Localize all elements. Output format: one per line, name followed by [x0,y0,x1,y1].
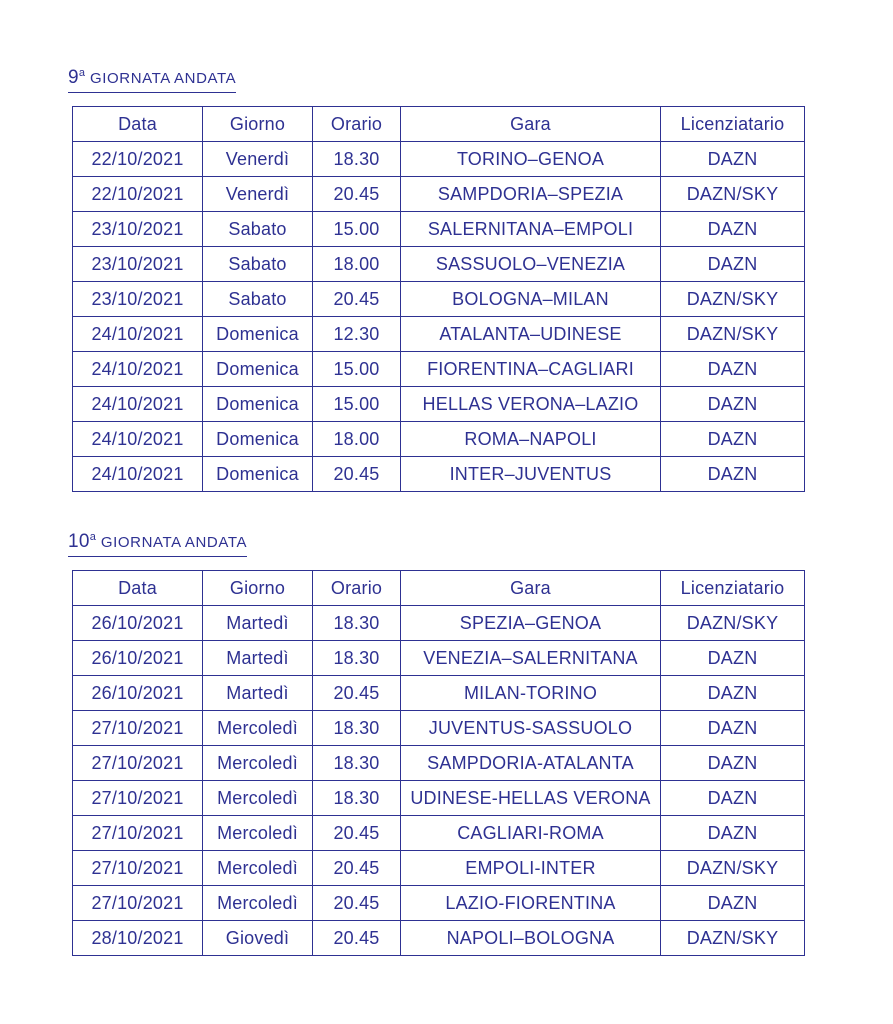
heading-underline [68,64,236,93]
cell-gara: FIORENTINA–CAGLIARI [401,352,661,387]
cell-orario: 18.30 [313,606,401,641]
cell-giorno: Mercoledì [203,781,313,816]
cell-licenziatario: DAZN [661,352,805,387]
cell-licenziatario: DAZN [661,746,805,781]
cell-gara: EMPOLI-INTER [401,851,661,886]
table-row [73,457,805,492]
cell-giorno: Mercoledì [203,816,313,851]
table-row [73,606,805,641]
table-row [73,282,805,317]
column-header-orario: Orario [313,107,401,142]
cell-data: 28/10/2021 [73,921,203,956]
cell-giorno: Martedì [203,676,313,711]
cell-orario: 18.00 [313,422,401,457]
cell-data: 22/10/2021 [73,142,203,177]
cell-data: 24/10/2021 [73,422,203,457]
cell-data: 26/10/2021 [73,676,203,711]
table-row [73,177,805,212]
table-row [73,641,805,676]
cell-giorno: Mercoledì [203,746,313,781]
cell-orario: 15.00 [313,387,401,422]
cell-giorno: Domenica [203,352,313,387]
cell-giorno: Mercoledì [203,711,313,746]
table-row [73,851,805,886]
cell-orario: 20.45 [313,886,401,921]
column-header-data: Data [73,107,203,142]
section-giornata-9 [68,64,893,492]
cell-giorno: Venerdì [203,142,313,177]
column-header-licenziatario: Licenziatario [661,571,805,606]
cell-orario: 20.45 [313,921,401,956]
cell-data: 27/10/2021 [73,781,203,816]
cell-licenziatario: DAZN [661,142,805,177]
section-heading-giornata-9 [68,64,893,93]
cell-orario: 20.45 [313,177,401,212]
cell-giorno: Sabato [203,247,313,282]
cell-licenziatario: DAZN [661,247,805,282]
cell-licenziatario: DAZN [661,816,805,851]
section-heading-giornata-10 [68,528,893,557]
table-row [73,317,805,352]
cell-licenziatario: DAZN/SKY [661,606,805,641]
cell-licenziatario: DAZN [661,422,805,457]
cell-giorno: Giovedì [203,921,313,956]
cell-giorno: Venerdì [203,177,313,212]
cell-data: 23/10/2021 [73,212,203,247]
cell-licenziatario: DAZN [661,641,805,676]
column-header-gara: Gara [401,107,661,142]
schedule-table-giornata-10 [72,570,805,956]
cell-giorno: Mercoledì [203,851,313,886]
cell-licenziatario: DAZN [661,212,805,247]
cell-gara: JUVENTUS-SASSUOLO [401,711,661,746]
cell-orario: 20.45 [313,816,401,851]
cell-data: 24/10/2021 [73,317,203,352]
cell-data: 27/10/2021 [73,816,203,851]
cell-licenziatario: DAZN [661,457,805,492]
table-row [73,142,805,177]
cell-gara: HELLAS VERONA–LAZIO [401,387,661,422]
cell-orario: 18.00 [313,247,401,282]
giornata-label: GIORNATA ANDATA [100,534,248,551]
header-row [73,107,805,142]
cell-giorno: Martedì [203,641,313,676]
cell-data: 22/10/2021 [73,177,203,212]
cell-gara: NAPOLI–BOLOGNA [401,921,661,956]
schedule-table-giornata-9 [72,106,805,492]
giornata-ordinal: a [78,67,85,79]
cell-orario: 15.00 [313,212,401,247]
cell-data: 23/10/2021 [73,282,203,317]
table-row [73,711,805,746]
cell-giorno: Domenica [203,387,313,422]
cell-data: 27/10/2021 [73,711,203,746]
cell-data: 27/10/2021 [73,886,203,921]
giornata-label: GIORNATA ANDATA [90,70,237,87]
table-row [73,676,805,711]
column-header-giorno: Giorno [203,571,313,606]
table-row [73,781,805,816]
header-row [73,571,805,606]
cell-data: 26/10/2021 [73,606,203,641]
cell-licenziatario: DAZN [661,387,805,422]
cell-gara: TORINO–GENOA [401,142,661,177]
cell-gara: ATALANTA–UDINESE [401,317,661,352]
cell-gara: UDINESE-HELLAS VERONA [401,781,661,816]
cell-giorno: Sabato [203,212,313,247]
cell-orario: 18.30 [313,746,401,781]
cell-licenziatario: DAZN [661,781,805,816]
cell-licenziatario: DAZN/SKY [661,177,805,212]
section-giornata-10 [68,528,893,956]
cell-data: 23/10/2021 [73,247,203,282]
column-header-data: Data [73,571,203,606]
cell-data: 24/10/2021 [73,457,203,492]
cell-gara: SALERNITANA–EMPOLI [401,212,661,247]
cell-giorno: Domenica [203,317,313,352]
cell-orario: 18.30 [313,641,401,676]
table-row [73,816,805,851]
cell-gara: VENEZIA–SALERNITANA [401,641,661,676]
cell-orario: 20.45 [313,457,401,492]
cell-data: 26/10/2021 [73,641,203,676]
table-row [73,746,805,781]
cell-licenziatario: DAZN [661,676,805,711]
table-row [73,387,805,422]
column-header-licenziatario: Licenziatario [661,107,805,142]
heading-underline [68,528,247,557]
table-row [73,422,805,457]
cell-orario: 20.45 [313,676,401,711]
cell-orario: 18.30 [313,142,401,177]
cell-giorno: Domenica [203,457,313,492]
cell-giorno: Mercoledì [203,886,313,921]
cell-orario: 12.30 [313,317,401,352]
table-row [73,886,805,921]
cell-giorno: Martedì [203,606,313,641]
cell-licenziatario: DAZN [661,711,805,746]
cell-giorno: Domenica [203,422,313,457]
giornata-ordinal: a [89,531,96,543]
cell-licenziatario: DAZN [661,886,805,921]
cell-gara: INTER–JUVENTUS [401,457,661,492]
cell-orario: 18.30 [313,781,401,816]
cell-gara: SASSUOLO–VENEZIA [401,247,661,282]
cell-data: 27/10/2021 [73,851,203,886]
cell-gara: ROMA–NAPOLI [401,422,661,457]
column-header-orario: Orario [313,571,401,606]
cell-gara: SAMPDORIA–SPEZIA [401,177,661,212]
cell-orario: 18.30 [313,711,401,746]
cell-gara: LAZIO-FIORENTINA [401,886,661,921]
cell-data: 27/10/2021 [73,746,203,781]
giornata-number: 9 [68,67,79,88]
column-header-gara: Gara [401,571,661,606]
cell-licenziatario: DAZN/SKY [661,921,805,956]
cell-licenziatario: DAZN/SKY [661,317,805,352]
cell-data: 24/10/2021 [73,387,203,422]
table-row [73,212,805,247]
table-row [73,247,805,282]
cell-gara: SAMPDORIA-ATALANTA [401,746,661,781]
cell-data: 24/10/2021 [73,352,203,387]
cell-orario: 20.45 [313,851,401,886]
cell-orario: 15.00 [313,352,401,387]
cell-orario: 20.45 [313,282,401,317]
cell-gara: CAGLIARI-ROMA [401,816,661,851]
table-row [73,921,805,956]
cell-gara: BOLOGNA–MILAN [401,282,661,317]
cell-gara: SPEZIA–GENOA [401,606,661,641]
column-header-giorno: Giorno [203,107,313,142]
cell-giorno: Sabato [203,282,313,317]
cell-gara: MILAN-TORINO [401,676,661,711]
cell-licenziatario: DAZN/SKY [661,282,805,317]
table-row [73,352,805,387]
giornata-number: 10 [68,531,90,552]
cell-licenziatario: DAZN/SKY [661,851,805,886]
